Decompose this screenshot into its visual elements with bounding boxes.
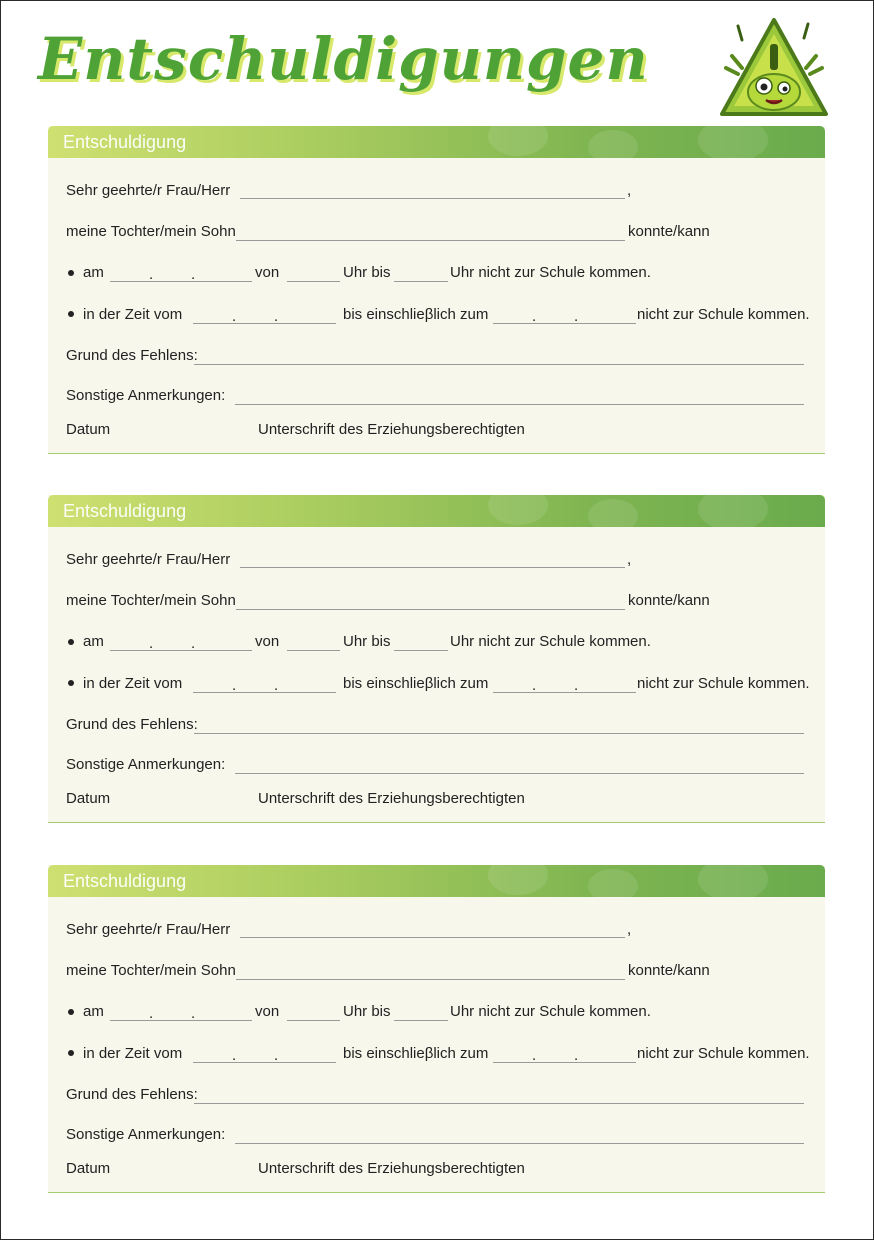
- form-header: [48, 495, 825, 527]
- time-to-field[interactable]: [394, 1020, 448, 1021]
- remarks-field[interactable]: [235, 1143, 804, 1144]
- comma-mark: ,: [627, 551, 632, 568]
- signature-label: Unterschrift des Erziehungsberechtigten: [258, 790, 525, 807]
- time-end-label: Uhr nicht zur Schule kommen.: [450, 633, 651, 650]
- until-inclusive-label: bis einschlieβlich zum: [343, 1045, 489, 1062]
- signature-label: Unterschrift des Erziehungsberechtigten: [258, 421, 525, 438]
- time-from-field[interactable]: [287, 650, 340, 651]
- salutation-label: Sehr geehrte/r Frau/Herr: [66, 551, 231, 568]
- date-separator: .: [149, 635, 154, 652]
- child-name-field[interactable]: [236, 609, 625, 610]
- date-label: Datum: [66, 790, 111, 807]
- could-label: konnte/kann: [628, 962, 710, 979]
- date-label: Datum: [66, 1160, 111, 1177]
- from-label: von: [255, 633, 280, 650]
- page-title: Entschuldigungen: [38, 25, 649, 93]
- date-separator: .: [149, 266, 154, 283]
- recipient-name-field[interactable]: [240, 567, 625, 568]
- on-date-label: am: [83, 633, 104, 650]
- recipient-name-field[interactable]: [240, 937, 625, 938]
- date-separator: .: [232, 308, 237, 325]
- signature-label: Unterschrift des Erziehungsberechtigten: [258, 1160, 525, 1177]
- period-label: in der Zeit vom: [83, 306, 183, 323]
- remarks-field[interactable]: [235, 404, 804, 405]
- comma-mark: ,: [627, 921, 632, 938]
- date-separator: .: [149, 1005, 154, 1022]
- form-header-title: Entschuldigung: [63, 132, 187, 152]
- child-label: meine Tochter/mein Sohn: [66, 223, 236, 240]
- bullet-icon: [68, 270, 74, 276]
- time-from-field[interactable]: [287, 281, 340, 282]
- from-label: von: [255, 1003, 280, 1020]
- date-separator: .: [232, 677, 237, 694]
- period-label: in der Zeit vom: [83, 675, 183, 692]
- reason-field[interactable]: [194, 733, 804, 734]
- period-end-field[interactable]: [493, 1062, 636, 1063]
- period-end-label: nicht zur Schule kommen.: [637, 675, 810, 692]
- period-start-field[interactable]: [193, 323, 336, 324]
- time-from-field[interactable]: [287, 1020, 340, 1021]
- period-end-label: nicht zur Schule kommen.: [637, 306, 810, 323]
- child-name-field[interactable]: [236, 240, 625, 241]
- date-separator: .: [532, 308, 537, 325]
- remarks-label: Sonstige Anmerkungen:: [66, 387, 226, 404]
- remarks-field[interactable]: [235, 773, 804, 774]
- excuse-form-2: [48, 495, 825, 823]
- until-inclusive-label: bis einschlieβlich zum: [343, 675, 489, 692]
- reason-field[interactable]: [194, 364, 804, 365]
- form-header: [48, 865, 825, 897]
- date-separator: .: [574, 1047, 579, 1064]
- salutation-label: Sehr geehrte/r Frau/Herr: [66, 182, 231, 199]
- bullet-icon: [68, 1050, 74, 1056]
- excuse-form-3: [48, 865, 825, 1193]
- germ-mascot-icon: [718, 16, 830, 120]
- absence-date-field[interactable]: [110, 1020, 252, 1021]
- time-to-field[interactable]: [394, 281, 448, 282]
- salutation-label: Sehr geehrte/r Frau/Herr: [66, 921, 231, 938]
- date-separator: .: [532, 677, 537, 694]
- period-start-field[interactable]: [193, 1062, 336, 1063]
- bullet-icon: [68, 1009, 74, 1015]
- reason-field[interactable]: [194, 1103, 804, 1104]
- date-label: Datum: [66, 421, 111, 438]
- absence-date-field[interactable]: [110, 281, 252, 282]
- reason-label: Grund des Fehlens:: [66, 347, 198, 364]
- date-separator: .: [191, 1005, 196, 1022]
- time-end-label: Uhr nicht zur Schule kommen.: [450, 264, 651, 281]
- date-separator: .: [274, 677, 279, 694]
- date-separator: .: [191, 266, 196, 283]
- date-separator: .: [532, 1047, 537, 1064]
- could-label: konnte/kann: [628, 223, 710, 240]
- on-date-label: am: [83, 1003, 104, 1020]
- time-until-label: Uhr bis: [343, 264, 391, 281]
- form-header-title: Entschuldigung: [63, 871, 187, 891]
- period-end-field[interactable]: [493, 323, 636, 324]
- period-label: in der Zeit vom: [83, 1045, 183, 1062]
- child-label: meine Tochter/mein Sohn: [66, 962, 236, 979]
- time-to-field[interactable]: [394, 650, 448, 651]
- bullet-icon: [68, 639, 74, 645]
- on-date-label: am: [83, 264, 104, 281]
- remarks-label: Sonstige Anmerkungen:: [66, 1126, 226, 1143]
- reason-label: Grund des Fehlens:: [66, 1086, 198, 1103]
- time-until-label: Uhr bis: [343, 633, 391, 650]
- date-separator: .: [274, 1047, 279, 1064]
- period-start-field[interactable]: [193, 692, 336, 693]
- reason-label: Grund des Fehlens:: [66, 716, 198, 733]
- time-until-label: Uhr bis: [343, 1003, 391, 1020]
- bullet-icon: [68, 311, 74, 317]
- date-separator: .: [232, 1047, 237, 1064]
- from-label: von: [255, 264, 280, 281]
- until-inclusive-label: bis einschlieβlich zum: [343, 306, 489, 323]
- period-end-field[interactable]: [493, 692, 636, 693]
- date-separator: .: [274, 308, 279, 325]
- date-separator: .: [574, 677, 579, 694]
- child-label: meine Tochter/mein Sohn: [66, 592, 236, 609]
- recipient-name-field[interactable]: [240, 198, 625, 199]
- time-end-label: Uhr nicht zur Schule kommen.: [450, 1003, 651, 1020]
- comma-mark: ,: [627, 182, 632, 199]
- remarks-label: Sonstige Anmerkungen:: [66, 756, 226, 773]
- bullet-icon: [68, 680, 74, 686]
- child-name-field[interactable]: [236, 979, 625, 980]
- period-end-label: nicht zur Schule kommen.: [637, 1045, 810, 1062]
- could-label: konnte/kann: [628, 592, 710, 609]
- excuse-form-1: [48, 126, 825, 454]
- form-header: [48, 126, 825, 158]
- date-separator: .: [574, 308, 579, 325]
- form-header-title: Entschuldigung: [63, 501, 187, 521]
- date-separator: .: [191, 635, 196, 652]
- absence-date-field[interactable]: [110, 650, 252, 651]
